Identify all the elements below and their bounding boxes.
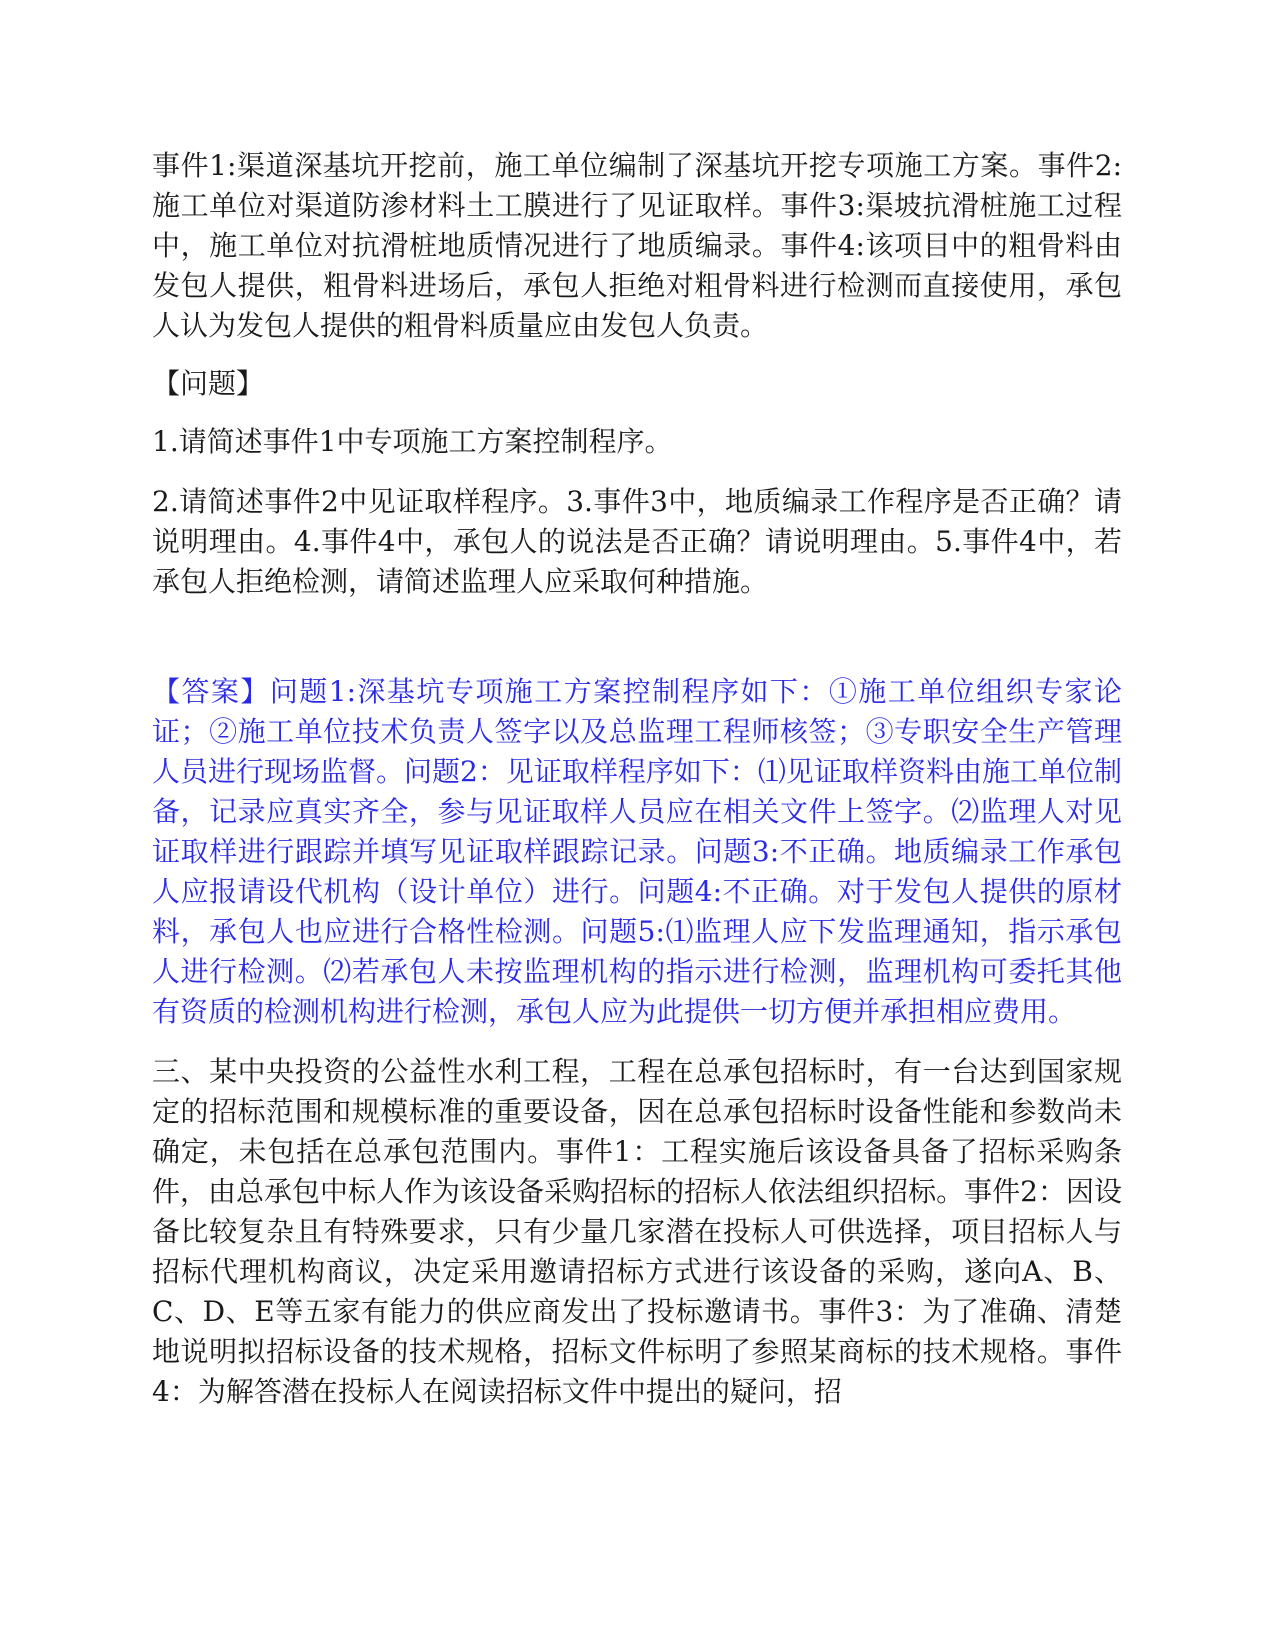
question-1: 1.请简述事件1中专项施工方案控制程序。 (152, 425, 673, 458)
question-2-5: 2.请简述事件2中见证取样程序。3.事件3中，地质编录工作程序是否正确？请说明理由。4.事件4中，承包人的说法是否正确？请说明理由。5.事件4中，若承包人拒绝检测，请简述监理人应采取何种措施。 (152, 485, 1122, 598)
document-content (152, 146, 1122, 1412)
question-heading: 【问题】 (152, 367, 265, 400)
section-three-paragraph: 三、某中央投资的公益性水利工程，工程在总承包招标时，有一台达到国家规定的招标范围和规模标准的重要设备，因在总承包招标时设备性能和参数尚未确定，未包括在总承包范围内。事件1：工程实施后该设备具备了招标采购条件，由总承包中标人作为该设备采购招标的招标人依法组织招标。事件2：因设备比较复杂且有特殊要求，只有少量几家潜在投标人可供选择，项目招标人与招标代理机构商议，决定采用邀请招标方式进行该设备的采购，遂向A、B、C、D、E等五家有能力的供应商发出了投标邀请书。事件3：为了准确、清楚地说明拟招标设备的技术规格，招标文件标明了参照某商标的技术规格。事件4：为解答潜在投标人在阅读招标文件中提出的疑问，招 (152, 1055, 1122, 1408)
answer-paragraph: 【答案】问题1:深基坑专项施工方案控制程序如下：①施工单位组织专家论证；②施工单位技术负责人签字以及总监理工程师核签；③专职安全生产管理人员进行现场监督。问题2：见证取样程序如下：⑴见证取样资料由施工单位制备，记录应真实齐全，参与见证取样人员应在相关文件上签字。⑵监理人对见证取样进行跟踪并填写见证取样跟踪记录。问题3:不正确。地质编录工作承包人应报请设代机构（设计单位）进行。问题4:不正确。对于发包人提供的原材料，承包人也应进行合格性检测。问题5:⑴监理人应下发监理通知，指示承包人进行检测。⑵若承包人未按监理机构的指示进行检测，监理机构可委托其他有资质的检测机构进行检测，承包人应为此提供一切方便并承担相应费用。 (152, 675, 1122, 1028)
event-paragraph: 事件1:渠道深基坑开挖前，施工单位编制了深基坑开挖专项施工方案。事件2:施工单位对渠道防渗材料土工膜进行了见证取样。事件3:渠坡抗滑桩施工过程中，施工单位对抗滑桩地质情况进行了地质编录。事件4:该项目中的粗骨料由发包人提供，粗骨料进场后，承包人拒绝对粗骨料进行检测而直接使用，承包人认为发包人提供的粗骨料质量应由发包人负责。 (152, 149, 1122, 342)
